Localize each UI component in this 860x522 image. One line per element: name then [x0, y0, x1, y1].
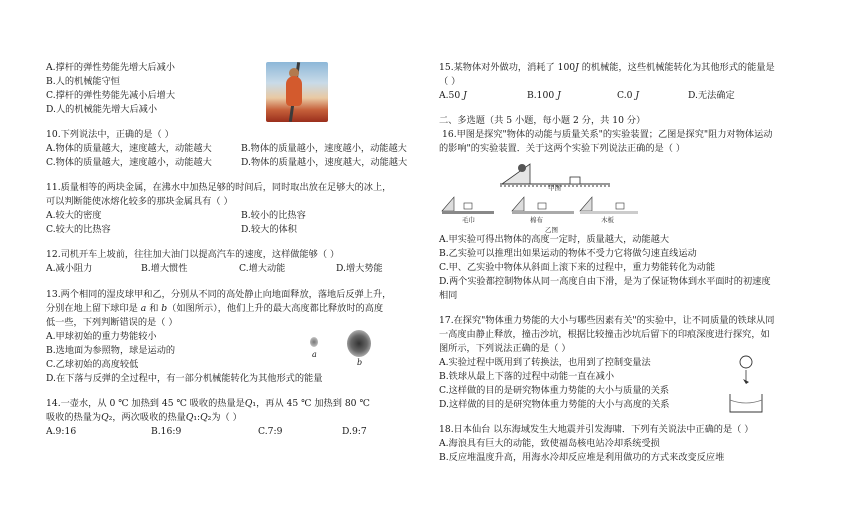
q15-stem-line1: 15.某物体对外做功，消耗了 100𝐽 的机械能，这些机械能转化为其他形式的能量是: [439, 62, 775, 73]
q16-option-a: A.甲实验可得出物体的高度一定时，质量越大，动能越大: [439, 234, 670, 245]
q15-option-b: B.100 𝐽: [527, 90, 561, 101]
surface-cotton-label: 棉布: [530, 216, 543, 224]
q14-stem-line1: 14.一壶水，从 0 ℃ 加热到 45 ℃ 吸收的热量是𝑄₁，再从 45 ℃ 加热到 80 ℃: [46, 398, 370, 409]
q13-option-a: A.甲球初始的重力势能较小: [46, 331, 157, 342]
section-multiple-choice-heading: 二、多选题（共 5 小题，每小题 2 分，共 10 分）: [439, 115, 646, 126]
surface-towel-ramp: [442, 197, 494, 214]
q11-stem-line1: 11.质量相等的两块金属，在沸水中加热足够的时间后，同时取出放在足够大的冰上，: [46, 182, 392, 193]
surface-wood-label: 木板: [601, 216, 614, 224]
ball-shape: [518, 164, 526, 172]
q11-option-a: A.较大的密度: [46, 210, 102, 221]
q15-option-d: D.无法确定: [688, 90, 735, 101]
ball-print-b: [347, 330, 371, 357]
sand-surface-shape: [730, 400, 762, 403]
q16-option-d-line1: D.两个实验都控制物体从同一高度自由下滑，是为了保证物体到水平面时的初速度: [439, 276, 771, 287]
q16-option-b: B.乙实验可以推理出如果运动的物体不受力它将做匀速直线运动: [439, 248, 697, 259]
q16-option-d-line2: 相同: [439, 290, 458, 301]
q9-option-a: A.撑杆的弹性势能先增大后减小: [46, 62, 175, 73]
q11-option-b: B.较小的比热容: [241, 210, 306, 221]
surface-cotton-ramp: [512, 197, 574, 214]
surface-wood-ramp: [580, 197, 638, 214]
q16-stem-line2: 的影响"的实验装置．关于这两个实验下列说法正确的是（ ）: [439, 143, 686, 154]
q12-option-c: C.增大动能: [239, 263, 286, 274]
q16-fig-jia-label: 甲图: [548, 184, 561, 192]
q17-option-d: D.这样做的目的是研究物体重力势能的大小与高度的关系: [439, 399, 670, 410]
q15-option-c: C.0 𝐽: [617, 90, 640, 101]
q12-stem: 12.司机开车上坡前，往往加大油门以提高汽车的速度，这样做能够（ ）: [46, 249, 340, 260]
q17-stem-line2: 一高度由静止释放，撞击沙坑，根据比较撞击沙坑后留下的印痕深度进行探究，如: [439, 329, 770, 340]
pole-vault-photo: [266, 62, 328, 122]
q16-option-c: C.甲、乙实验中物体从斜面上滚下来的过程中，重力势能转化为动能: [439, 262, 716, 273]
q12-option-b: B.增大惯性: [141, 263, 188, 274]
block-shape: [570, 177, 580, 184]
q9-option-d: D.人的机械能先增大后减小: [46, 104, 158, 115]
q13-option-c: C.乙球初始的高度较低: [46, 359, 139, 370]
q10-option-d: D.物体的质量越小，速度越大，动能越大: [241, 157, 408, 168]
q10-option-a: A.物体的质量越大，速度越大，动能越大: [46, 143, 212, 154]
q11-stem-line2: 可以判断能使冰熔化较多的那块金属具有（ ）: [46, 196, 233, 207]
q14-stem-line2: 吸收的热量为𝑄₂，两次吸收的热量𝑄₁:𝑄₂为（ ）: [46, 412, 242, 423]
q18-stem: 18.日本仙台 以东海域发生大地震并引发海啸．下列有关说法中正确的是（ ）: [439, 424, 754, 435]
ball-print-b-label: b: [357, 358, 363, 367]
q17-stem-line1: 17.在探究"物体重力势能的大小与哪些因素有关"的实验中，让不同质量的铁球从同: [439, 315, 775, 326]
q13-option-b: B.选地面为参照物，球是运动的: [46, 345, 176, 356]
q18-option-b: B.反应堆温度升高，用海水冷却反应堆是利用做功的方式来改变反应堆: [439, 452, 725, 463]
q17-stem-line3: 图所示，下列说法正确的是（ ）: [439, 343, 571, 354]
q17-option-c: C.这样做的目的是研究物体重力势能的大小与质量的关系: [439, 385, 670, 396]
ball-print-a: [310, 337, 318, 347]
q13-option-d: D.在下落与反弹的全过程中，有一部分机械能转化为其他形式的能量: [46, 373, 323, 384]
q15-option-a: A.50 𝐽: [439, 90, 467, 101]
q11-option-c: C.较大的比热容: [46, 224, 111, 235]
q13-stem-line3: 低一些，下列判断错误的是（ ）: [46, 317, 178, 328]
surface-towel-label: 毛巾: [462, 216, 475, 224]
q13-stem-line1: 13.两个相同的湿皮球甲和乙，分别从不同的高处静止向地面释放，落地后反弹上升，: [46, 289, 392, 300]
q16-stem-line1: 16.甲图是探究"物体的动能与质量关系"的实验装置；乙图是探究"阻力对物体运动: [442, 129, 773, 140]
q14-option-b: B.16:9: [151, 426, 182, 437]
q11-option-d: D.较大的体积: [241, 224, 297, 235]
q17-option-a: A.实验过程中既用到了转换法，也用到了控制变量法: [439, 357, 651, 368]
q16-figure-yi: [440, 193, 640, 215]
iron-ball-shape: [740, 356, 752, 368]
q15-stem-line2: （ ）: [439, 76, 461, 87]
q18-option-a: A.海浪具有巨大的动能，致使福岛核电站冷却系统受损: [439, 438, 660, 449]
q13-stem-line2: 分别在地上留下球印是 𝑎 和 𝑏（如图所示），他们上升的最大高度都比释放时的高度: [46, 303, 384, 314]
q14-option-c: C.7:9: [258, 426, 283, 437]
q10-option-c: C.物体的质量越大，速度越小，动能越大: [46, 157, 212, 168]
ball-print-a-label: a: [312, 350, 317, 359]
q16-fig-yi-label: 乙图: [545, 226, 558, 234]
q17-sandpit-figure: [724, 354, 768, 416]
q12-option-a: A.减小阻力: [46, 263, 93, 274]
q9-option-b: B.人的机械能守恒: [46, 76, 120, 87]
q10-option-b: B.物体的质量越小，速度越小，动能越大: [241, 143, 407, 154]
q10-stem: 10.下列说法中，正确的是（ ）: [46, 129, 174, 140]
athlete-body-shape: [286, 76, 302, 106]
q17-option-b: B.铁球从最上下落的过程中动能一直在减小: [439, 371, 615, 382]
q14-option-a: A.9:16: [46, 426, 77, 437]
q9-option-c: C.撑杆的弹性势能先减小后增大: [46, 90, 176, 101]
q12-option-d: D.增大势能: [336, 263, 383, 274]
q14-option-d: D.9:7: [342, 426, 367, 437]
